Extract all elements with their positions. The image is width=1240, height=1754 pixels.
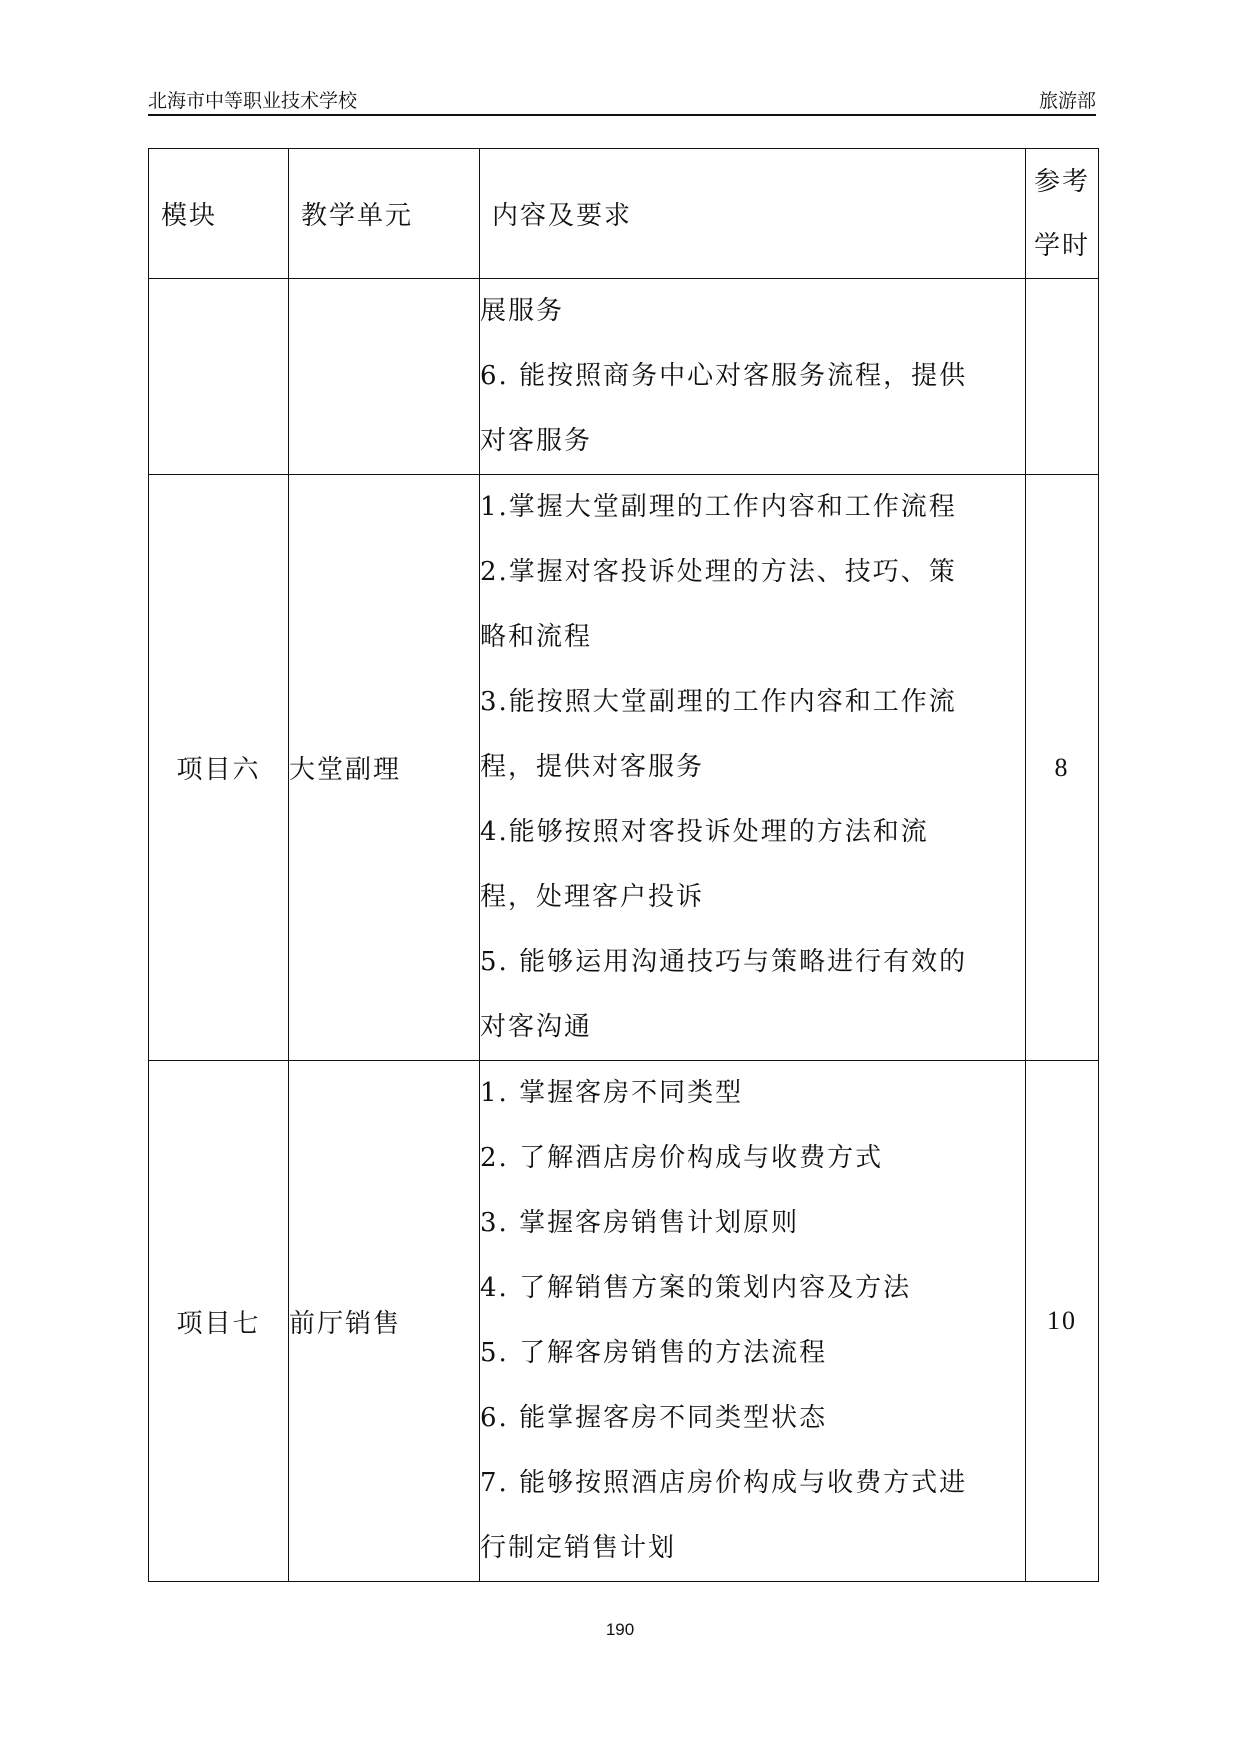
content-cell xyxy=(480,475,1026,1061)
unit-cell: 前厅销售 xyxy=(289,1061,480,1582)
content-line: 7. 能够按照酒店房价构成与收费方式进 xyxy=(480,1468,968,1498)
module-cell: 项目七 xyxy=(149,1061,289,1582)
content-line: 略和流程 xyxy=(480,622,593,652)
header-hours-line1: 参考 xyxy=(1033,166,1090,197)
school-name: 北海市中等职业技术学校 xyxy=(148,90,358,112)
content-line: 展服务 xyxy=(480,296,565,326)
table-header-row xyxy=(149,149,1099,279)
hours-cell: 10 xyxy=(1026,1061,1099,1582)
content-cell xyxy=(480,279,1026,475)
content-line: 2. 了解酒店房价构成与收费方式 xyxy=(480,1143,884,1173)
module-cell: 项目六 xyxy=(149,475,289,1061)
content-line: 程，处理客户投诉 xyxy=(480,882,705,912)
department-name: 旅游部 xyxy=(1038,90,1096,112)
content-line: 2.掌握对客投诉处理的方法、技巧、策 xyxy=(480,557,957,587)
content-line: 对客沟通 xyxy=(480,1012,593,1042)
page-number: 190 xyxy=(605,1620,635,1639)
content-line: 6. 能掌握客房不同类型状态 xyxy=(480,1403,828,1433)
unit-cell: 大堂副理 xyxy=(289,475,480,1061)
header-hours-line2: 学时 xyxy=(1033,230,1090,261)
table-row xyxy=(149,279,1099,475)
page-header xyxy=(148,86,1096,114)
module-cell xyxy=(149,279,289,475)
course-table xyxy=(148,148,1099,1582)
header-module: 模块 xyxy=(149,149,289,279)
hours-cell: 8 xyxy=(1026,475,1099,1061)
table-row xyxy=(149,475,1099,1061)
content-line: 1.掌握大堂副理的工作内容和工作流程 xyxy=(480,492,957,522)
table-row xyxy=(149,1061,1099,1582)
unit-cell xyxy=(289,279,480,475)
content-line: 对客服务 xyxy=(480,426,593,456)
header-hours xyxy=(1026,149,1099,279)
content-line: 1. 掌握客房不同类型 xyxy=(480,1078,744,1108)
content-line: 5. 了解客房销售的方法流程 xyxy=(480,1338,828,1368)
content-line: 程，提供对客服务 xyxy=(480,752,705,782)
content-line: 行制定销售计划 xyxy=(480,1533,677,1563)
content-line: 3. 掌握客房销售计划原则 xyxy=(480,1208,800,1238)
content-line: 3.能按照大堂副理的工作内容和工作流 xyxy=(480,687,957,717)
header-unit: 教学单元 xyxy=(289,149,480,279)
content-line: 4.能够按照对客投诉处理的方法和流 xyxy=(480,817,929,847)
content-line: 4. 了解销售方案的策划内容及方法 xyxy=(480,1273,912,1303)
content-line: 6. 能按照商务中心对客服务流程，提供 xyxy=(480,361,968,391)
header-divider xyxy=(148,114,1096,116)
content-line: 5. 能够运用沟通技巧与策略进行有效的 xyxy=(480,947,968,977)
hours-cell xyxy=(1026,279,1099,475)
header-content: 内容及要求 xyxy=(480,149,1026,279)
content-cell xyxy=(480,1061,1026,1582)
